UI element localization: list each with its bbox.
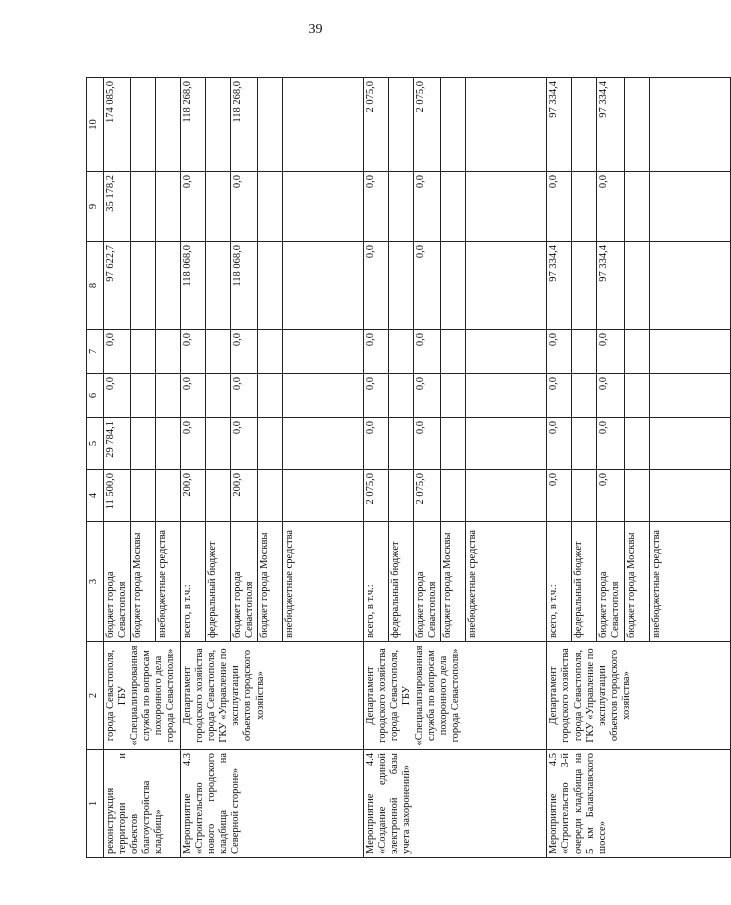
amount-cell: 97 622,7 [104,242,131,330]
amount-cell [206,242,231,330]
amount-cell [649,78,730,172]
amount-cell: 118 068,0 [181,242,206,330]
column-number-cell: 3 [87,522,104,642]
amount-cell: 0,0 [414,418,441,470]
table-row [181,78,206,858]
amount-cell [389,242,414,330]
funding-source-cell: бюджет города Севастополя [597,522,624,642]
amount-cell [206,470,231,522]
amount-cell [624,242,649,330]
amount-cell: 174 085,0 [104,78,131,172]
amount-cell: 0,0 [547,418,572,470]
amount-cell: 0,0 [597,172,624,242]
amount-cell [466,418,547,470]
amount-cell: 0,0 [104,374,131,418]
amount-cell [131,330,156,374]
funding-source-cell: бюджет города Москвы [624,522,649,642]
amount-cell [156,242,181,330]
amount-cell [156,172,181,242]
amount-cell [572,418,597,470]
activity-cell: Мероприятие 4.4 «Создание единой электронной базы учета захоронений» [364,750,547,858]
executor-cell: города Севастополя, ГБУ «Специализированная служба по вопросам похоронного дела города Севастополя» [104,642,181,750]
amount-cell: 2 075,0 [414,470,441,522]
amount-cell [389,330,414,374]
amount-cell: 29 784,1 [104,418,131,470]
page-number: 39 [308,22,323,37]
amount-cell [466,470,547,522]
amount-cell [283,242,364,330]
amount-cell: 0,0 [231,330,258,374]
table-row [364,78,389,858]
amount-cell: 2 075,0 [414,78,441,172]
amount-cell [624,330,649,374]
amount-cell: 0,0 [364,330,389,374]
funding-source-cell: федеральный бюджет [572,522,597,642]
amount-cell: 0,0 [414,330,441,374]
funding-source-cell: бюджет города Севастополя [231,522,258,642]
amount-cell: 118 268,0 [181,78,206,172]
funding-source-cell: бюджет города Москвы [258,522,283,642]
activity-cell: Мероприятие 4.3 «Строительство нового городского кладбища на Северной стороне» [181,750,364,858]
amount-cell [258,470,283,522]
amount-cell [206,418,231,470]
amount-cell [389,172,414,242]
amount-cell [466,374,547,418]
executor-cell: Департамент городского хозяйства города Севастополя, ГКУ «Управление по эксплуатации объектов городского хозяйства» [181,642,364,750]
amount-cell [258,242,283,330]
funding-source-cell: всего, в т.ч.: [364,522,389,642]
amount-cell: 0,0 [597,470,624,522]
funding-source-cell: внебюджетные средства [283,522,364,642]
amount-cell [206,172,231,242]
amount-cell: 0,0 [414,172,441,242]
amount-cell [466,78,547,172]
amount-cell [441,418,466,470]
amount-cell: 0,0 [181,172,206,242]
amount-cell [283,330,364,374]
amount-cell [283,470,364,522]
amount-cell [206,330,231,374]
amount-cell [206,374,231,418]
amount-cell [624,418,649,470]
column-number-cell: 2 [87,642,104,750]
amount-cell [283,172,364,242]
table-row [547,78,572,858]
amount-cell: 0,0 [414,242,441,330]
amount-cell [131,418,156,470]
funding-source-cell: всего, в т.ч.: [181,522,206,642]
amount-cell: 0,0 [547,172,572,242]
amount-cell [283,78,364,172]
amount-cell [283,418,364,470]
funding-source-cell: внебюджетные средства [466,522,547,642]
column-number-cell: 6 [87,374,104,418]
table-row [104,78,131,858]
amount-cell [131,78,156,172]
amount-cell [624,374,649,418]
amount-cell: 0,0 [597,418,624,470]
amount-cell [572,330,597,374]
funding-source-cell: внебюджетные средства [649,522,730,642]
amount-cell: 0,0 [547,330,572,374]
amount-cell [649,330,730,374]
amount-cell [258,374,283,418]
funding-source-cell: федеральный бюджет [389,522,414,642]
funding-source-cell: федеральный бюджет [206,522,231,642]
column-number-cell: 1 [87,750,104,858]
amount-cell [206,78,231,172]
funding-source-cell: бюджет города Москвы [441,522,466,642]
amount-cell: 97 334,4 [597,242,624,330]
amount-cell [441,470,466,522]
executor-cell: Департамент городского хозяйства города Севастополя, ГБУ «Специализированная служба по вопросам похоронного дела города Севастополя» [364,642,547,750]
amount-cell: 0,0 [104,330,131,374]
amount-cell: 97 334,4 [597,78,624,172]
amount-cell: 0,0 [547,470,572,522]
amount-cell [649,374,730,418]
amount-cell [258,172,283,242]
amount-cell [156,78,181,172]
amount-cell [389,374,414,418]
amount-cell: 0,0 [364,172,389,242]
funding-source-cell: бюджет города Севастополя [104,522,131,642]
amount-cell: 11 500,0 [104,470,131,522]
amount-cell: 0,0 [181,330,206,374]
amount-cell [283,374,364,418]
column-number-cell: 4 [87,470,104,522]
amount-cell [649,172,730,242]
amount-cell [624,470,649,522]
amount-cell: 200,0 [181,470,206,522]
amount-cell: 97 334,4 [547,242,572,330]
executor-cell: Департамент городского хозяйства города Севастополя, ГКУ «Управление по эксплуатации объектов городского хозяйства» [547,642,730,750]
amount-cell: 118 068,0 [231,242,258,330]
amount-cell [156,330,181,374]
amount-cell: 0,0 [231,172,258,242]
column-number-cell: 8 [87,242,104,330]
amount-cell: 2 075,0 [364,470,389,522]
amount-cell: 2 075,0 [364,78,389,172]
amount-cell: 0,0 [597,330,624,374]
amount-cell [441,172,466,242]
amount-cell [389,418,414,470]
amount-cell [156,418,181,470]
rotated-table-container [86,78,662,858]
amount-cell [389,78,414,172]
amount-cell [572,242,597,330]
amount-cell: 0,0 [181,418,206,470]
amount-cell: 97 334,4 [547,78,572,172]
amount-cell [441,78,466,172]
amount-cell [572,470,597,522]
funding-table [86,77,731,858]
amount-cell [441,242,466,330]
amount-cell: 200,0 [231,470,258,522]
amount-cell [649,242,730,330]
amount-cell [131,172,156,242]
column-number-row [87,78,104,858]
amount-cell [466,172,547,242]
amount-cell [572,172,597,242]
amount-cell: 0,0 [547,374,572,418]
amount-cell: 0,0 [231,418,258,470]
amount-cell: 0,0 [364,418,389,470]
amount-cell [156,374,181,418]
amount-cell [649,418,730,470]
amount-cell [389,470,414,522]
amount-cell: 118 268,0 [231,78,258,172]
amount-cell [441,374,466,418]
amount-cell: 0,0 [414,374,441,418]
amount-cell: 0,0 [231,374,258,418]
amount-cell [131,242,156,330]
amount-cell [624,78,649,172]
amount-cell [649,470,730,522]
amount-cell [466,242,547,330]
amount-cell [131,374,156,418]
amount-cell [572,78,597,172]
column-number-cell: 5 [87,418,104,470]
amount-cell [466,330,547,374]
amount-cell [258,78,283,172]
amount-cell: 0,0 [597,374,624,418]
activity-cell: реконструкция территории и объектов благоустройства кладбищ» [104,750,181,858]
funding-source-cell: бюджет города Севастополя [414,522,441,642]
amount-cell [156,470,181,522]
amount-cell [258,330,283,374]
column-number-cell: 10 [87,78,104,172]
amount-cell [572,374,597,418]
amount-cell [441,330,466,374]
amount-cell: 35 178,2 [104,172,131,242]
amount-cell: 0,0 [364,374,389,418]
funding-source-cell: внебюджетные средства [156,522,181,642]
amount-cell [131,470,156,522]
funding-source-cell: бюджет города Москвы [131,522,156,642]
column-number-cell: 9 [87,172,104,242]
column-number-cell: 7 [87,330,104,374]
amount-cell: 0,0 [181,374,206,418]
amount-cell [258,418,283,470]
amount-cell [624,172,649,242]
activity-cell: Мероприятие 4.5 «Строительство 3-й очереди кладбища на 5 км Балаклавского шоссе» [547,750,730,858]
amount-cell: 0,0 [364,242,389,330]
funding-source-cell: всего, в т.ч.: [547,522,572,642]
